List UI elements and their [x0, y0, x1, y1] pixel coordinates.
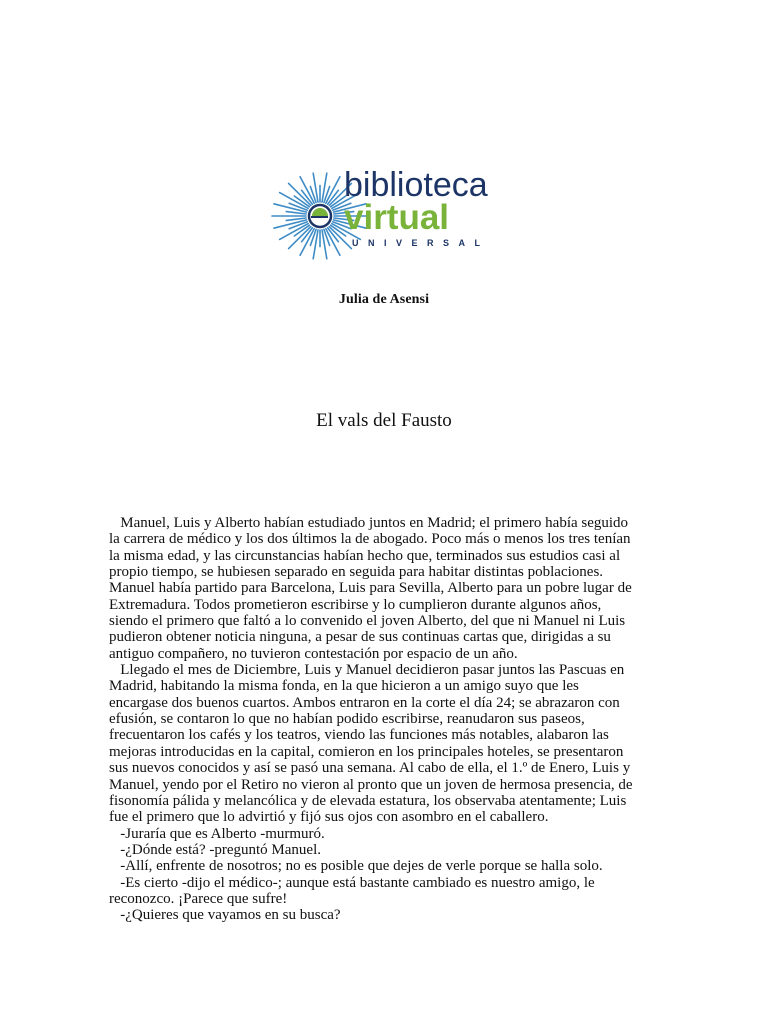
logo-word-virtual: virtual — [344, 198, 450, 237]
document-title: El vals del Fausto — [316, 410, 452, 431]
logo-ray — [289, 227, 311, 249]
text-line: reconozco. ¡Parece que sufre! — [109, 890, 288, 907]
text-line: Extremadura. Todos prometieron escribirse y lo cumplieron durante algunos años, — [109, 596, 602, 613]
text-line: frecuentaron los cafés y los teatros, viendo las funciones más notables, alabaron las — [109, 727, 609, 744]
text-line: sus nuevos conocidos y así se pasó una semana. Al cabo de ella, el 1.º de Enero, Luis y — [109, 760, 631, 777]
text-line: Madrid, habitando la misma fonda, en la que hicieron a un amigo suyo que les — [109, 678, 579, 695]
text-line: fue el primero que lo advirtió y fijó sus ojos con asombro en el caballero. — [109, 809, 549, 826]
text-line: efusión, se contaron lo que no habían podido escribirse, reanudaron sus paseos, — [109, 711, 585, 728]
text-line: la carrera de médico y los dos últimos la de abogado. Poco más o menos los tres tenían — [109, 531, 631, 548]
text-line: propio tiempo, se hubiesen separado en seguida para habitar distintas poblaciones. — [109, 564, 604, 581]
text-line: fisonomía pálida y melancólica y de elevada estatura, los observaba atentamente; Luis — [109, 792, 627, 809]
story-text — [109, 515, 669, 924]
text-line: Llegado el mes de Diciembre, Luis y Manuel decidieron pasar juntos las Pascuas en — [109, 662, 625, 679]
text-line: -¿Dónde está? -preguntó Manuel. — [109, 841, 322, 858]
text-line: -Es cierto -dijo el médico-; aunque está bastante cambiado es nuestro amigo, le — [109, 874, 595, 891]
text-line: -Allí, enfrente de nosotros; no es posible que dejes de verle porque se halla solo. — [109, 858, 603, 875]
text-line: Manuel había partido para Barcelona, Luis para Sevilla, Alberto para un pobre lugar de — [109, 580, 632, 597]
biblioteca-virtual-logo — [262, 164, 512, 264]
text-line: Manuel, yendo por el Retiro no vieron al pronto que un joven de hermosa presencia, de — [109, 776, 633, 793]
text-line: encargase dos buenos cuartos. Ambos entraron en la corte el día 24; se abrazaron con — [109, 694, 620, 711]
text-line: antiguo compañero, no tuvieron contestación por espacio de un año. — [109, 645, 518, 662]
text-line: -Juraría que es Alberto -murmuró. — [109, 825, 325, 842]
logo-ray — [289, 183, 311, 205]
logo-word-biblioteca: biblioteca — [344, 166, 488, 204]
text-line: pudieron obtener noticia ninguna, a pesar de sus continuas cartas que, dirigidas a su — [109, 629, 611, 646]
text-line: mejoras introducidas en la capital, comieron en los principales hoteles, se presentaron — [109, 743, 624, 760]
author-name: Julia de Asensi — [338, 292, 430, 307]
text-line: siendo el primero que faltó a lo convenido el joven Alberto, del que ni Manuel ni Luis — [109, 613, 626, 630]
text-line: la misma edad, y las circunstancias habían hecho que, terminados sus estudios casi al — [109, 547, 621, 564]
sunburst-logo-icon — [262, 164, 512, 264]
text-line: Manuel, Luis y Alberto habían estudiado juntos en Madrid; el primero había seguido — [109, 515, 629, 531]
logo-word-universal: UNIVERSAL — [352, 238, 490, 248]
text-line: -¿Quieres que vayamos en su busca? — [109, 907, 341, 924]
